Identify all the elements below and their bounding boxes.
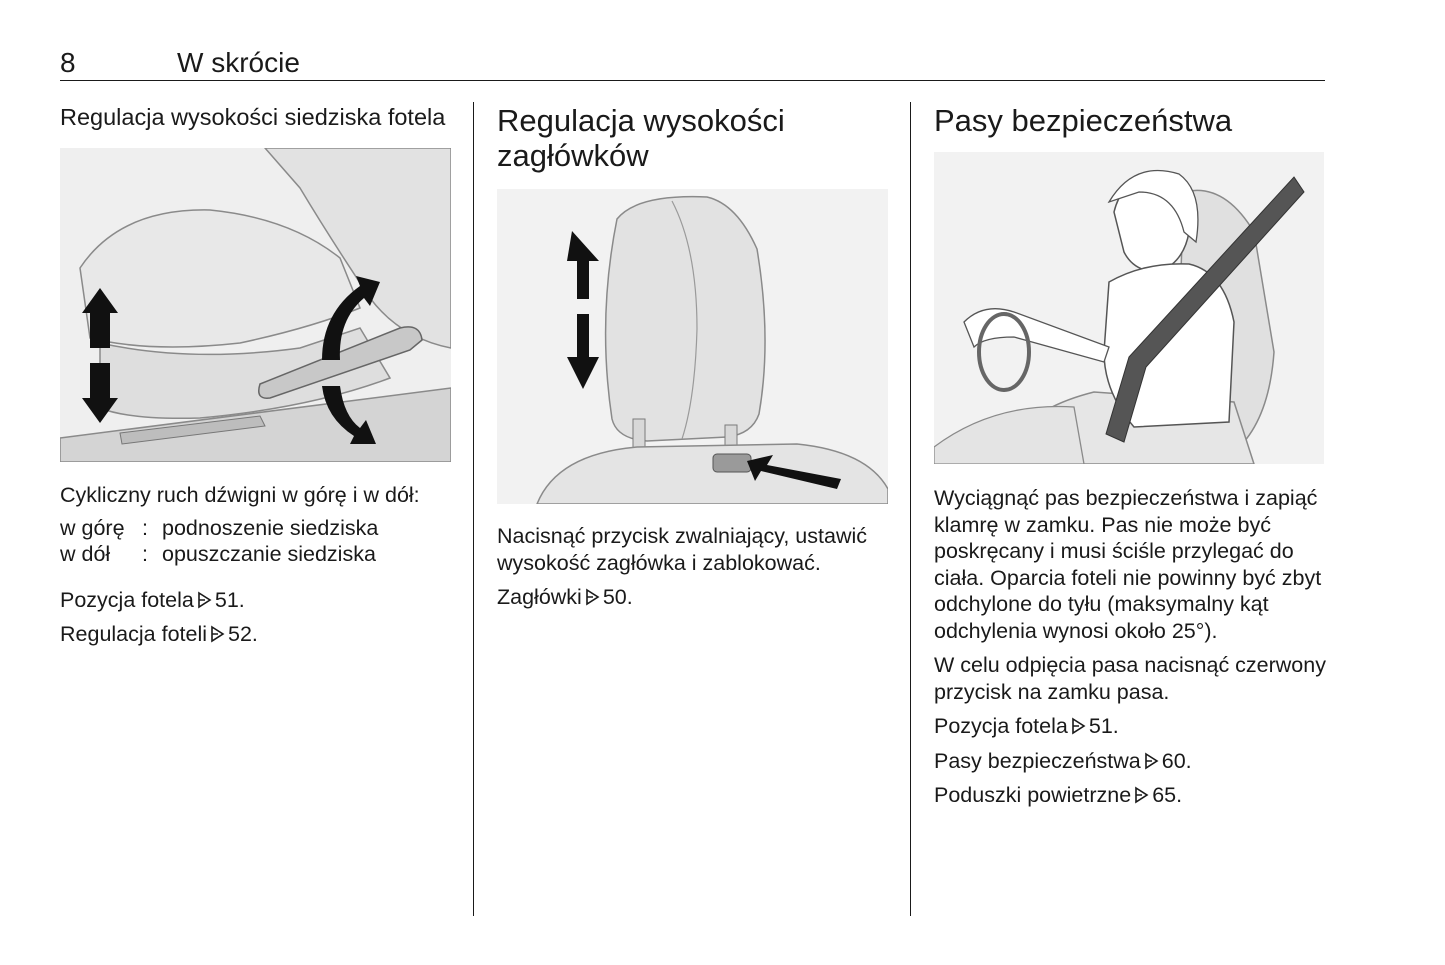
triangle-arrow-icon (1144, 752, 1159, 770)
chapter-title: W skrócie (177, 47, 300, 78)
body-text: Wyciągnąć pas bezpieczeństwa i zapiąć klamrę w zamku. Pas nie może być poskręcany i musi ściśle przylegać do ciała. Oparcia foteli nie powinny być zbyt odchylone do tyłu (maksymalny kąt odchylenia wynosi około 25°). (934, 486, 1322, 643)
reference-text: Pozycja fotela (60, 587, 194, 612)
reference-page: 50. (602, 585, 633, 609)
triangle-arrow-icon (1071, 717, 1086, 735)
intro-text: Cykliczny ruch dźwigni w górę i w dół: (60, 483, 420, 507)
page-header (60, 44, 1325, 81)
reference-page: 60. (1161, 748, 1192, 773)
definition-row (60, 541, 455, 568)
page-number: 8 (60, 47, 76, 78)
section-heading: Pasy bezpieczeństwa (934, 103, 1233, 138)
definition-separator: : (142, 515, 148, 540)
triangle-arrow-icon (585, 588, 600, 606)
reference-text: Pozycja fotela (934, 714, 1068, 738)
reference-page: 51. (1088, 714, 1119, 738)
body-text: Nacisnąć przycisk zwalniający, ustawić wysokość zagłówka i zablokować. (497, 524, 867, 575)
triangle-arrow-icon (197, 591, 212, 609)
definition-row (60, 515, 455, 542)
section-heading: Regulacja wysokości siedziska fotela (60, 104, 446, 130)
definition-list (60, 515, 455, 568)
section-headrest-height (497, 100, 892, 611)
reference-page: 51. (214, 587, 245, 612)
column-divider (473, 102, 474, 916)
cross-reference[interactable] (497, 584, 892, 611)
seat-height-illustration (60, 148, 451, 462)
triangle-arrow-icon (210, 625, 225, 643)
body-text: W celu odpięcia pasa nacisnąć czerwony przycisk na zamku pasa. (934, 653, 1326, 704)
section-heading: Regulacja wysokości zagłówków (497, 103, 785, 173)
reference-text: Regulacja foteli (60, 622, 208, 646)
definition-key: w dół (60, 542, 111, 566)
cross-reference[interactable] (60, 621, 455, 648)
definition-key: w górę (60, 515, 125, 540)
cross-reference[interactable] (60, 587, 455, 614)
seat-belt-illustration (934, 152, 1324, 464)
section-seat-belts (934, 100, 1329, 809)
reference-text: Zagłówki (497, 585, 582, 609)
definition-value: opuszczanie siedziska (162, 542, 376, 566)
definition-separator: : (142, 542, 148, 566)
reference-text: Poduszki powietrzne (934, 783, 1132, 807)
cross-reference[interactable] (934, 782, 1329, 809)
headrest-illustration (497, 189, 888, 504)
reference-page: 65. (1152, 783, 1183, 807)
triangle-arrow-icon (1134, 786, 1149, 804)
definition-value: podnoszenie siedziska (162, 515, 379, 540)
cross-reference[interactable] (934, 748, 1329, 775)
section-seat-height (60, 100, 455, 648)
reference-page: 52. (228, 622, 258, 646)
column-divider (910, 102, 911, 916)
cross-reference[interactable] (934, 713, 1329, 740)
reference-text: Pasy bezpieczeństwa (934, 748, 1141, 773)
